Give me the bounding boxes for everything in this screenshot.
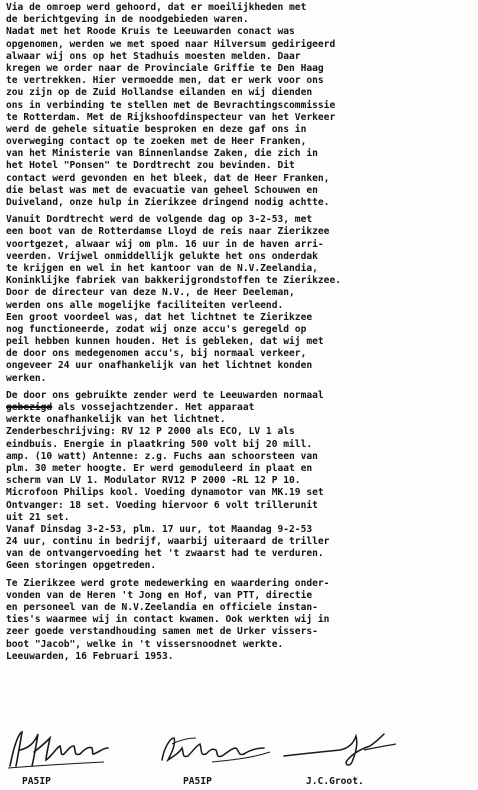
text-line: van het Ministerie van Binnenlandse Zaken, die zich in (6, 148, 318, 160)
text-line: te vertrekken. Hier vermoedde men, dat er werk voor ons (6, 75, 324, 87)
handwritten-signature-1 (4, 726, 114, 772)
text-line: 24 uur, continu in bedrijf, waarbij uiteraard de triller (6, 536, 330, 548)
text-line: die belast was met de evacuatie van geheel Schouwen en (6, 184, 318, 196)
text-line: contact werd gevonden en het bleek, dat de Heer Franken, (6, 172, 330, 184)
text-line: scherm van LV 1. Modulator RV12 P 2000 -RL 12 P 10. (6, 475, 301, 487)
handwritten-signature-2 (152, 730, 272, 770)
text-line: Te Zierikzee werd grote medewerking en waardering onder- (6, 577, 330, 589)
text-line: de berichtgeving in de noodgebieden waren. (6, 14, 249, 26)
text-line: opgenomen, werden we met spoed naar Hilversum gedirigeerd (6, 38, 336, 50)
text-line: kregen we order naar de Provinciale Griffie te Den Haag (6, 62, 324, 74)
text-line: Via de omroep werd gehoord, dat er moeilijkheden met (6, 2, 307, 13)
text-line: van de ontvangervoeding het 't zwaarst had te verduren. (6, 548, 324, 560)
text-line: ties's waarmee wij in contact kwamen. Ook werkten wij in (6, 614, 330, 626)
text-line: Leeuwarden, 16 Februari 1953. (6, 650, 174, 662)
text-line: gebezigd als vossejachtzender. Het apparaat (6, 402, 255, 413)
text-line: overweging contact op te zoeken met de Heer Franken, (6, 136, 307, 148)
text-line: het Hotel "Ponsen" te Dordtrecht zou bevinden. Dit (6, 160, 295, 172)
text-line: voortgezet, alwaar wij om plm. 16 uur in de haven arri- (6, 238, 324, 250)
signature-name-3: J.C.Groot. (306, 776, 364, 787)
text-line: Zenderbeschrijving: RV 12 P 2000 als ECO, LV 1 als (6, 426, 295, 438)
signature-name-1: PA5IP (22, 776, 51, 787)
text-line: werd de gehele situatie besproken en deze gaf ons in (6, 123, 307, 135)
text-line: veerden. Vrijwel onmiddellijk gelukte het ons onderdak (6, 250, 318, 262)
text-line: Duiveland, onze hulp in Zierikzee dringend nodig achtte. (6, 197, 330, 208)
letter-body (6, 2, 476, 663)
text-line: Door de directeur van deze N.V., de Heer Deeleman, (6, 287, 295, 299)
text-line: peil hebben kunnen houden. Het is gebleken, dat wij met (6, 336, 324, 348)
text-line: te Rotterdam. Met de Rijkshoofdinspecteur van het Verkeer (6, 111, 336, 123)
text-line: De door ons gebruikte zender werd te Leeuwarden normaal (6, 389, 324, 401)
text-line: boot "Jacob", welke in 't vissersnoodnet werkte. (6, 638, 284, 650)
text-line: de door ons medegenomen accu's, bij normaal verkeer, (6, 348, 307, 360)
handwritten-signature-3 (280, 728, 400, 768)
text-line: en personeel van de N.V.Zeelandia en officiele instan- (6, 602, 318, 613)
text-line: eindbuis. Energie in plaatkring 500 volt bij 20 mill. (6, 438, 313, 450)
text-line: uit 21 set. (6, 511, 70, 523)
text-line: Koninklijke fabriek van bakkerijgrondstoffen te Zierikzee. (6, 275, 342, 287)
text-line: ongeveer 24 uur onafhankelijk van het lichtnet konden (6, 360, 313, 372)
text-line: nog functioneerde, zodat wij onze accu's geregeld op (6, 323, 307, 335)
text-line: een boot van de Rotterdamse Lloyd de reis naar Zierikzee (6, 226, 330, 238)
text-line: ons in verbinding te stellen met de Bevrachtingscommissie (6, 99, 336, 111)
signature-block (0, 726, 478, 790)
text-line: Ontvanger: 18 set. Voeding hiervoor 6 volt trillerunit (6, 499, 318, 511)
text-line: Vanaf Dinsdag 3-2-53, plm. 17 uur, tot Maandag 9-2-53 (6, 523, 313, 535)
text-line: Vanuit Dordtrecht werd de volgende dag op 3-2-53, met (6, 214, 313, 226)
text-line: te krijgen en wel in het kantoor van de N.V.Zeelandia, (6, 262, 318, 274)
text-line: alwaar wij ons op het Stadhuis moesten melden. Daar (6, 50, 301, 62)
text-line: werkte onafhankelijk van het lichtnet. (6, 414, 226, 426)
text-line: Geen storingen opgetreden. (6, 560, 157, 572)
struck-word: gebezigd (6, 402, 53, 413)
text-line: Een groot voordeel was, dat het lichtnet te Zierikzee (6, 311, 313, 323)
text-line: plm. 30 meter hoogte. Er werd gemoduleerd in plaat en (6, 462, 313, 474)
text-line: amp. (10 watt) Antenne: z.g. Fuchs aan schoorsteen van (6, 450, 318, 462)
text-line: werden ons alle mogelijke faciliteiten verleend. (6, 299, 284, 311)
text-line: zou zijn op de Zuid Hollandse eilanden en wij dienden (6, 87, 313, 99)
text-line: werken. (6, 372, 47, 384)
signature-name-2: PA5IP (183, 776, 212, 787)
text-line: vonden van de Heren 't Jong en Hof, van PTT, directie (6, 589, 313, 601)
text-line: Nadat met het Roode Kruis te Leeuwarden conact was (6, 26, 295, 38)
text-line: Microfoon Philips kool. Voeding dynamotor van MK.19 set (6, 487, 324, 499)
text-line: zeer goede verstandhouding samen met de Urker vissers- (6, 626, 318, 638)
